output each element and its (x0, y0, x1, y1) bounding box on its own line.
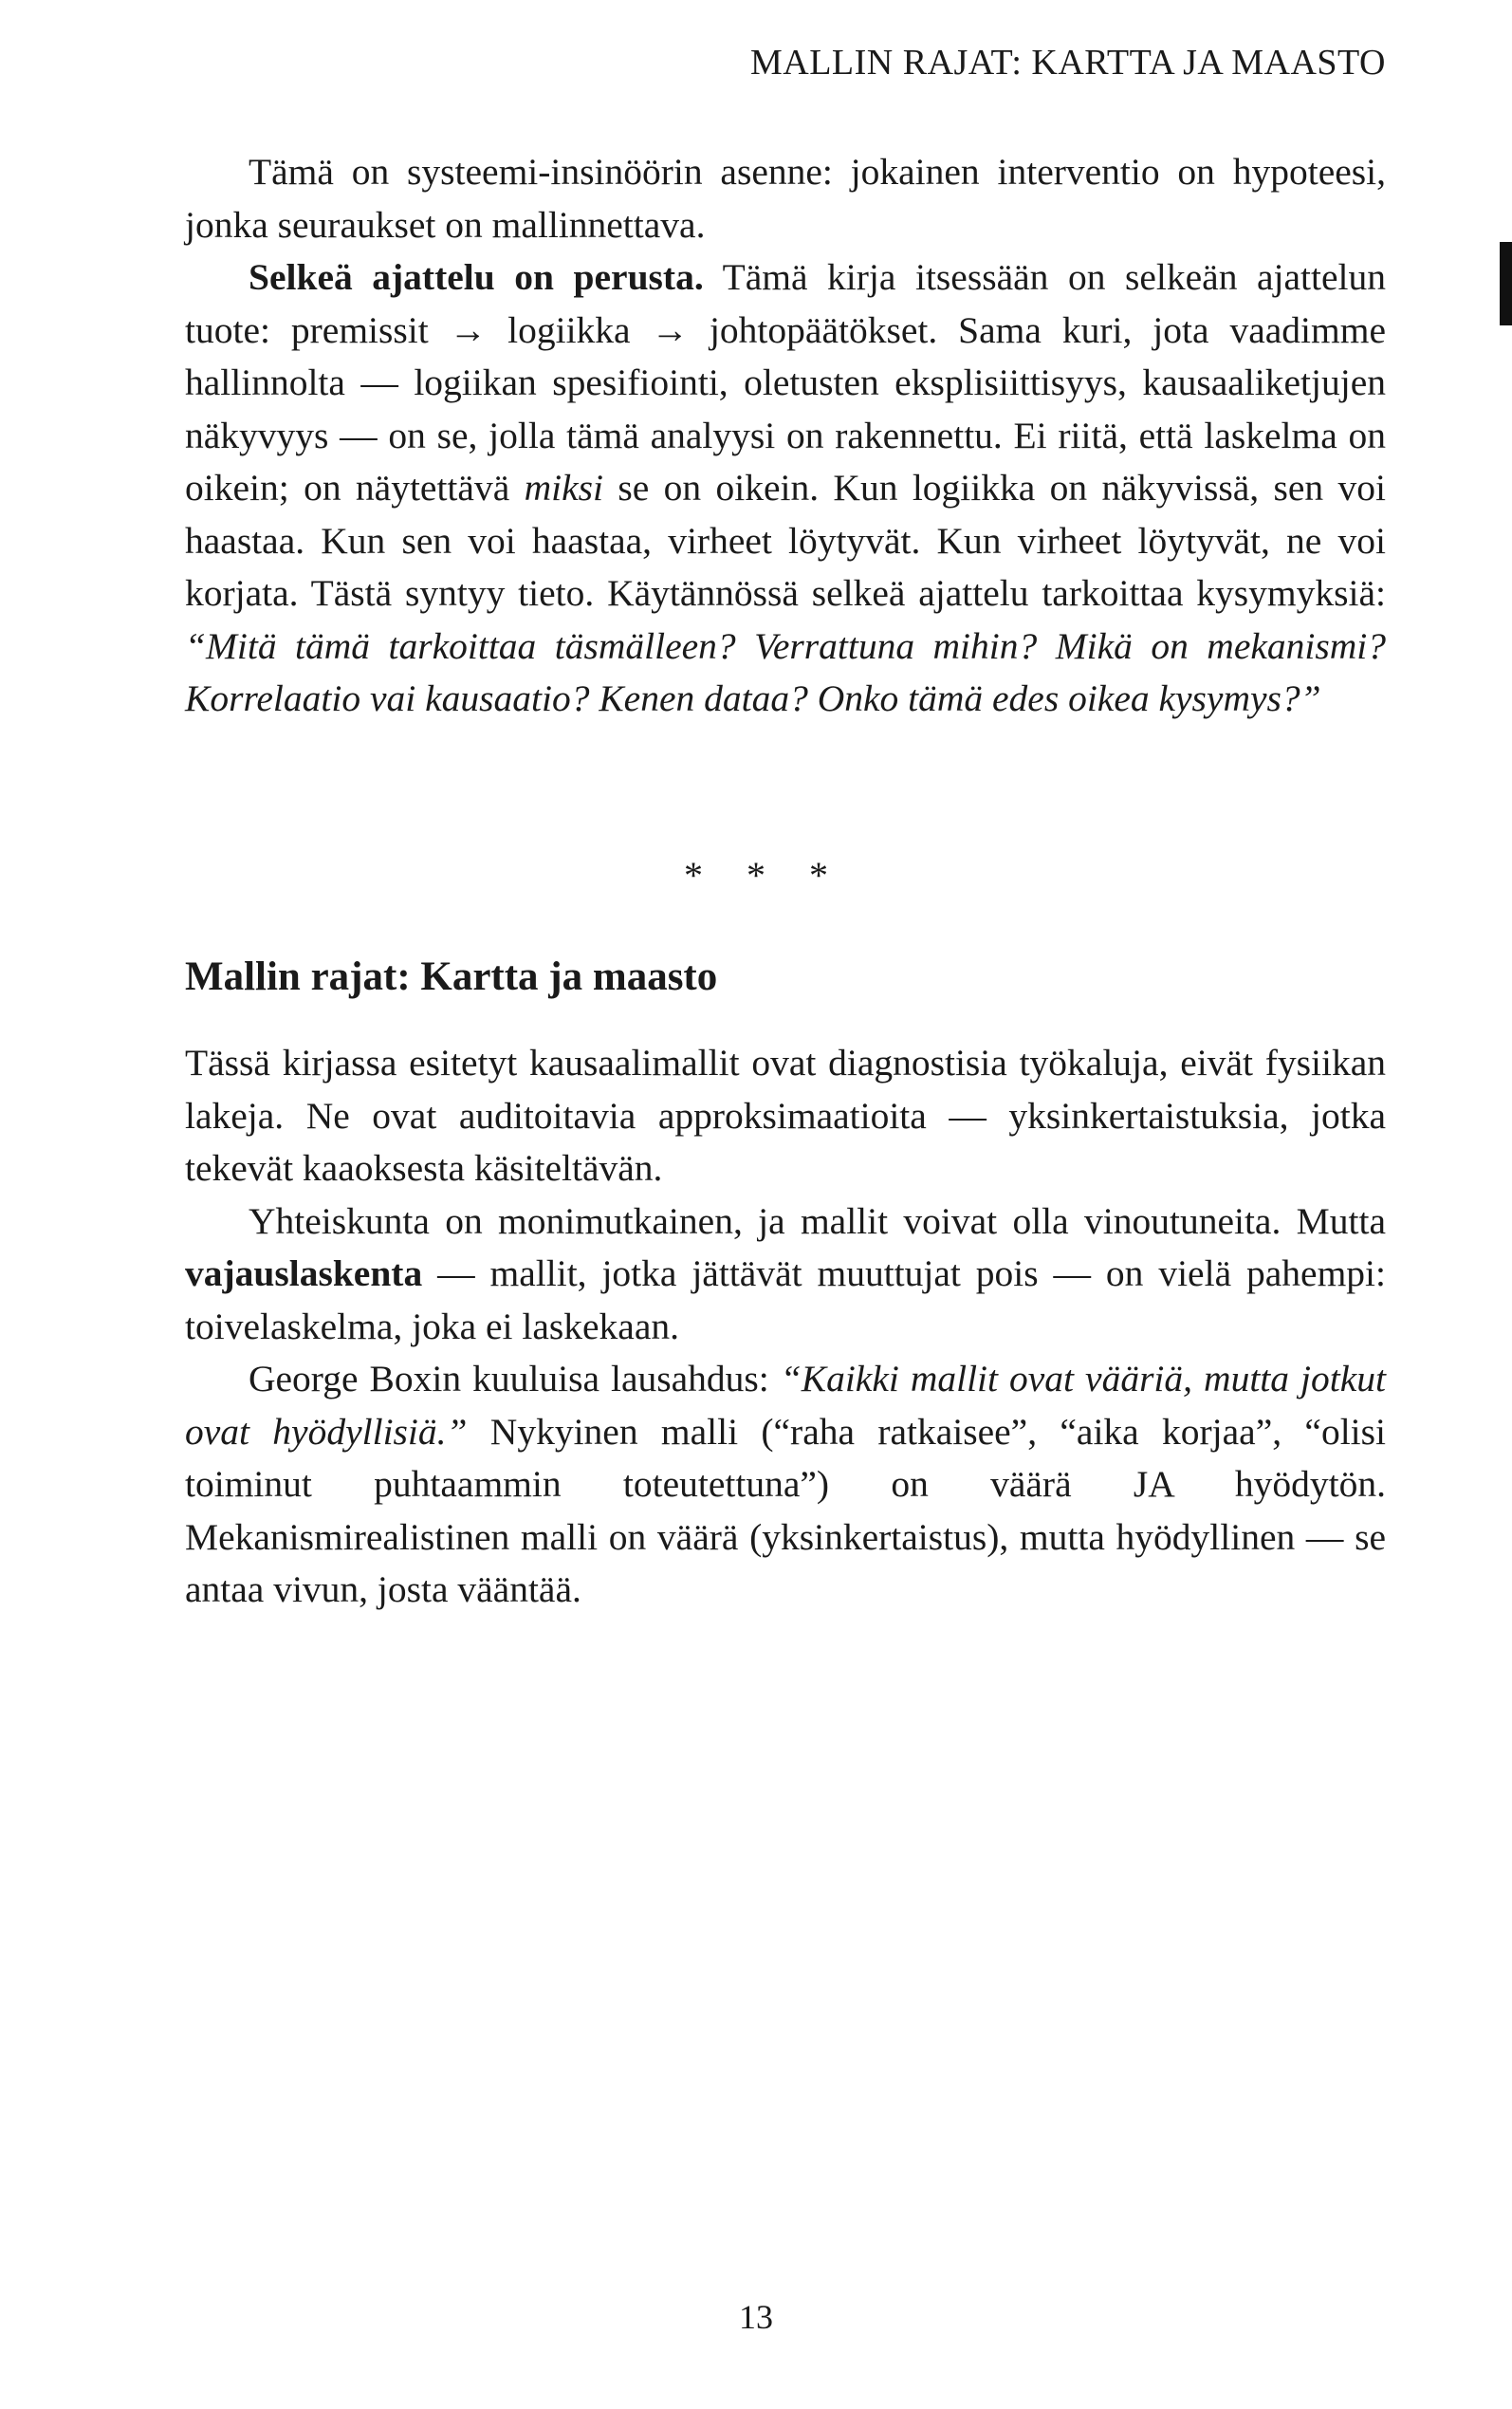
running-head: MALLIN RAJAT: KARTTA JA MAASTO (749, 43, 1386, 83)
clear-thinking-text-2: se on oikein. Kun logiikka on näkyvissä, sen voi haastaa. Kun sen voi haastaa, virheet löytyvät. Kun virheet löytyvät, ne voi korjata. Tästä syntyy tieto. Käytännössä selkeä ajattelu tarkoittaa kysymyksiä: (185, 467, 1386, 614)
section-heading: Mallin rajat: Kartta ja maasto (185, 954, 718, 999)
section-paragraph-2-text-2: — mallit, jotka jättävät muuttujat pois — on vielä pahempi: toivelaskelma, joka ei laskekaan. (185, 1252, 1386, 1347)
section-paragraph-1-text: Tässä kirjassa esitetyt kausaalimallit ovat diagnostisia työkaluja, eivät fysiikan lakeja. Ne ovat auditoitavia approksimaatioita — yksinkertaistuksia, jotka tekevät kaaoksesta käsiteltävän. (185, 1042, 1386, 1189)
intro-paragraph (185, 146, 1386, 251)
clear-thinking-text-1: Tämä kirja itsessään on selkeän ajattelun tuote: premissit → logiikka → johtopäätökset. Sama kuri, jota vaadimme hallinnolta — logiikan spesifiointi, oletusten eksplisiittisyys, kausaaliketjujen näkyvyys — on se, jolla tämä analyysi on rakennettu. Ei riitä, että laskelma on oikein; on näytettävä (185, 256, 1387, 509)
section-paragraph-1 (185, 1037, 1386, 1195)
section-separator: * * * (684, 854, 828, 897)
section-paragraph-3-text-2: Nykyinen malli (“raha ratkaisee”, “aika korjaa”, “olisi toiminut puhtaammin toteutettuna”) on väärä JA hyödytön. Mekanismirealistinen malli on väärä (yksinkertaistus), mutta hyödyllinen — se antaa vivun, josta vääntää. (185, 1410, 1387, 1610)
section-paragraph-2-text-1: Yhteiskunta on monimutkainen, ja mallit voivat olla vinoutuneita. Mutta (249, 1199, 1386, 1242)
body-text-lower (185, 1037, 1386, 1617)
intro-paragraph-text: Tämä on systeemi-insinöörin asenne: jokainen interventio on hypoteesi, jonka seuraukset on mallinnettava. (185, 151, 1386, 246)
section-paragraph-2 (185, 1195, 1386, 1354)
section-paragraph-3 (185, 1353, 1386, 1617)
clear-thinking-questions: “Mitä tämä tarkoittaa täsmälleen? Verrattuna mihin? Mikä on mekanismi? Korrelaatio vai kausaatio? Kenen dataa? Onko tämä edes oikea kysymys?” (185, 624, 1386, 719)
emphasis-miksi: miksi (524, 467, 603, 509)
chapter-thumb-tab (1500, 242, 1512, 325)
body-text-upper (185, 146, 1386, 726)
box-quote: “Kaikki mallit ovat vääriä, mutta jotkut ovat hyödyllisiä.” (185, 1358, 1386, 1453)
clear-thinking-lead: Selkeä ajattelu on perusta. (249, 256, 704, 298)
page-number: 13 (739, 2298, 773, 2336)
term-vajauslaskenta: vajauslaskenta (185, 1252, 423, 1294)
clear-thinking-paragraph (185, 251, 1386, 726)
section-paragraph-3-text-1: George Boxin kuuluisa lausahdus: (249, 1358, 781, 1399)
